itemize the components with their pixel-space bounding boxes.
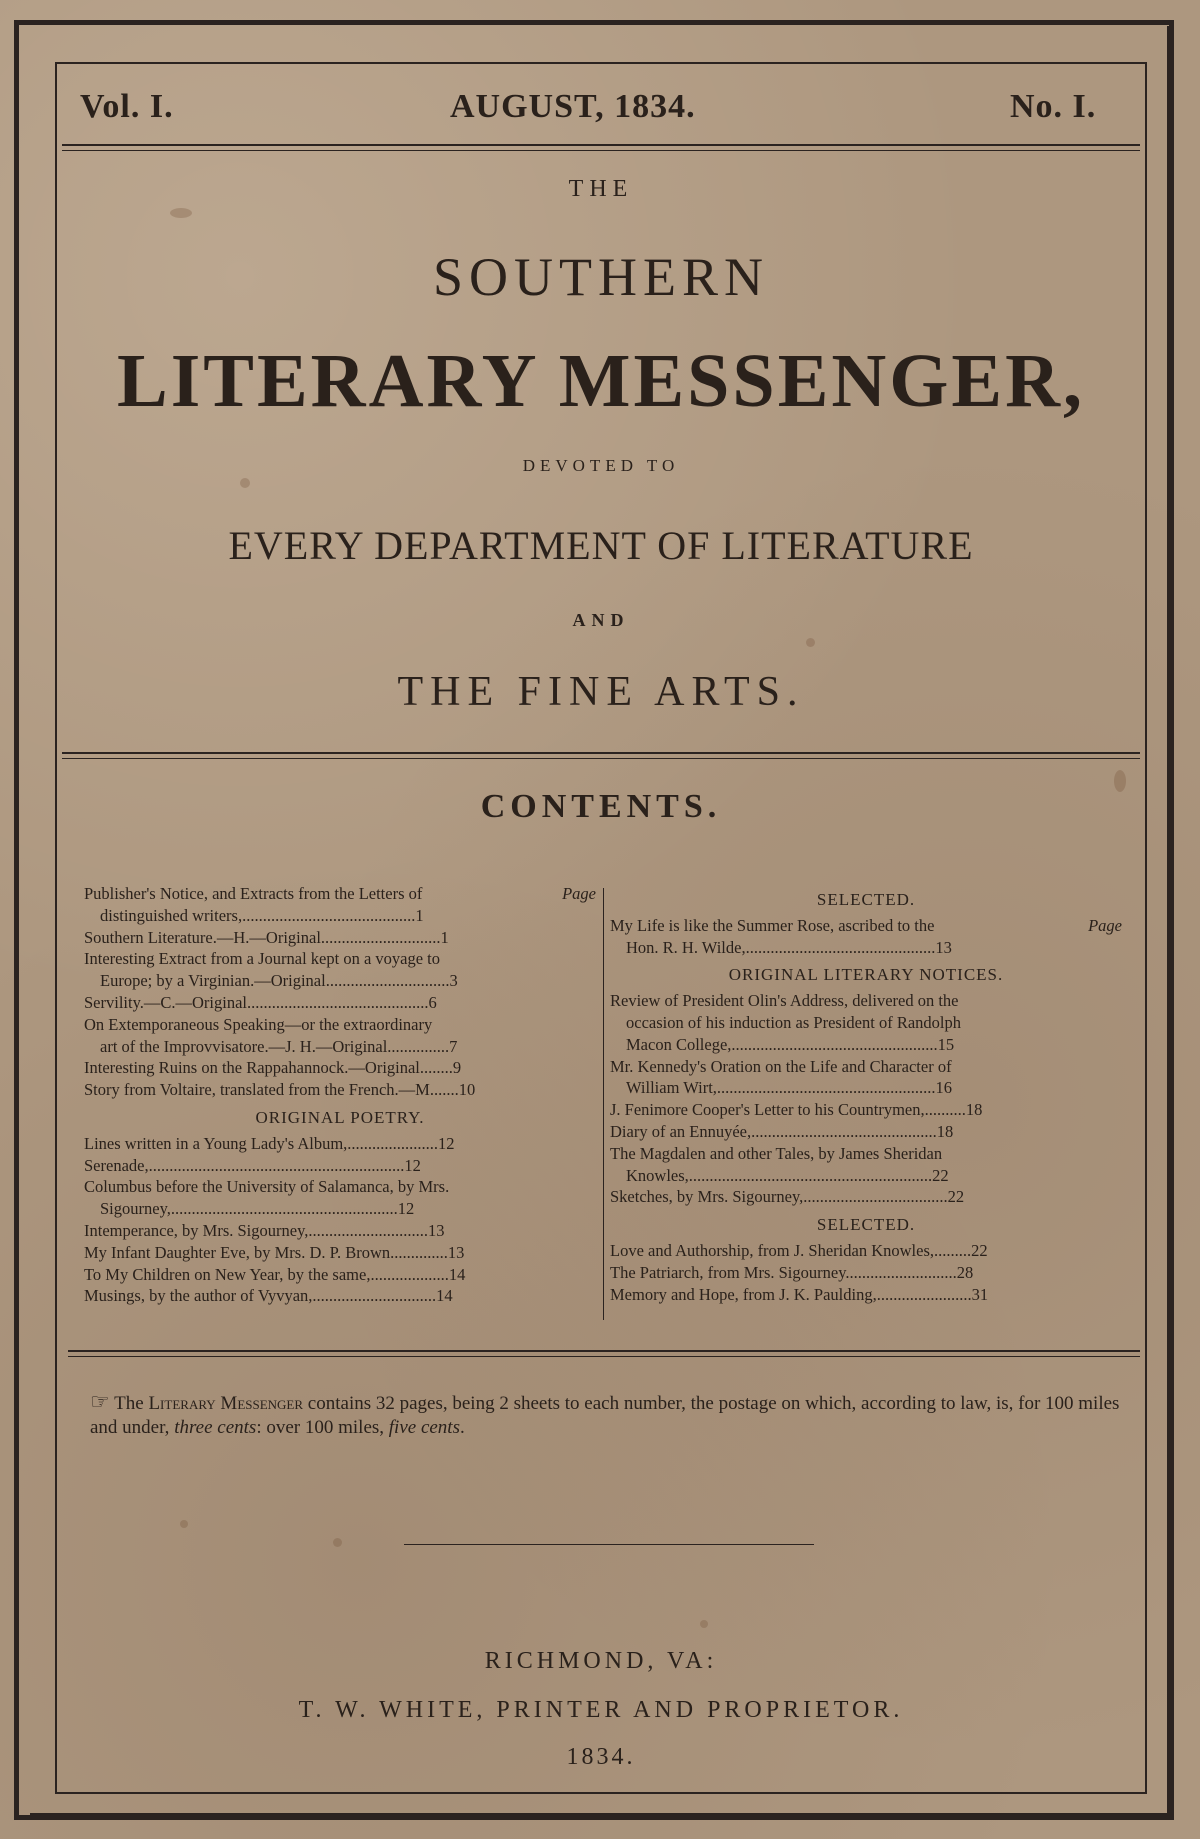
title-the: THE [568, 176, 634, 202]
contents-entry-text: William Wirt,.....................................................16 [626, 1078, 953, 1098]
notice-five-cents: five cents [388, 1417, 460, 1438]
contents-entry [610, 1143, 1122, 1165]
contents-section-heading [610, 964, 1122, 986]
contents-entry-text: Publisher's Notice, and Extracts from the Letters of [84, 884, 423, 903]
contents-right-column [610, 883, 1122, 1305]
issue-date: AUGUST, 1834. [450, 88, 696, 125]
contents-entry [84, 1155, 596, 1177]
page-column-label: Page [1088, 915, 1122, 935]
contents-entry-text: J. Fenimore Cooper's Letter to his Countrymen,..........18 [610, 1100, 983, 1120]
contents-entry [84, 905, 596, 927]
contents-entry-text: Interesting Ruins on the Rappahannock.—Original........9 [84, 1058, 462, 1078]
contents-entry [84, 1176, 596, 1198]
contents-entry-text: Sketches, by Mrs. Sigourney,...................................22 [610, 1187, 965, 1207]
imprint-printer: T. W. WHITE, PRINTER AND PROPRIETOR. [298, 1697, 904, 1723]
notice-text-4: . [459, 1417, 465, 1438]
contents-entry [610, 1099, 1122, 1121]
contents-entry-text: Intemperance, by Mrs. Sigourney,.............................13 [84, 1220, 445, 1240]
contents-entry-text: Memory and Hope, from J. K. Paulding,.......................31 [610, 1284, 989, 1304]
imprint-year: 1834. [566, 1744, 636, 1770]
notice-text-1: The [114, 1393, 149, 1414]
masthead-rule-thin [62, 150, 1140, 151]
contents-entry-text: Mr. Kennedy's Oration on the Life and Character of [610, 1056, 952, 1076]
contents-entry [84, 1079, 596, 1101]
contents-entry [610, 1240, 1122, 1262]
contents-entry [84, 1264, 596, 1286]
contents-entry [84, 1133, 596, 1155]
contents-entry [84, 1198, 596, 1220]
contents-entry [610, 915, 1122, 937]
contents-entry-text: Servility.—C.—Original............................................6 [84, 992, 437, 1012]
contents-entry [84, 1220, 596, 1242]
contents-entry [610, 1186, 1122, 1208]
contents-entry-text: Musings, by the author of Vyvyan,..............................14 [84, 1286, 453, 1306]
notice-text-2: contains 32 pages, being 2 sheets to each number, the postage on which, according to law, is, for 100 miles and under, [90, 1393, 1120, 1438]
title-main: LITERARY MESSENGER, [117, 339, 1085, 423]
contents-entry-text: Lines written in a Young Lady's Album,......................12 [84, 1133, 455, 1153]
title-every-department: EVERY DEPARTMENT OF LITERATURE [228, 523, 974, 568]
postage-notice [90, 1390, 1130, 1440]
contents-entry-text: art of the Improvvisatore.—J. H.—Original...............7 [100, 1036, 458, 1056]
contents-heading: CONTENTS. [480, 788, 722, 825]
contents-entry [610, 990, 1122, 1012]
contents-entry-text: Knowles,...........................................................22 [626, 1165, 949, 1185]
title-rule-thin [62, 758, 1140, 759]
contents-entry [610, 1034, 1122, 1056]
contents-entry-text: Macon College,..................................................15 [626, 1034, 955, 1054]
contents-entry-text: distinguished writers,..........................................1 [100, 905, 424, 925]
contents-section-heading [610, 1214, 1122, 1236]
contents-section-heading [610, 889, 1122, 911]
contents-entry-text: To My Children on New Year, by the same,...................14 [84, 1264, 466, 1284]
contents-entry-text: On Extemporaneous Speaking—or the extraordinary [84, 1014, 433, 1034]
notice-brand: Literary Messenger [148, 1393, 304, 1414]
contents-entry [610, 1077, 1122, 1099]
contents-rule [68, 1350, 1140, 1352]
contents-entry [84, 948, 596, 970]
contents-left-column [84, 883, 596, 1307]
contents-entry [610, 1284, 1122, 1306]
contents-entry-text: Story from Voltaire, translated from the French.—M.......10 [84, 1080, 476, 1100]
contents-entry [84, 927, 596, 949]
contents-entry-text: occasion of his induction as President of Randolph [626, 1012, 961, 1032]
contents-entry-text: My Infant Daughter Eve, by Mrs. D. P. Brown..............13 [84, 1242, 465, 1262]
title-and: AND [572, 610, 630, 630]
contents-entry-text: Serenade,..............................................................12 [84, 1155, 421, 1175]
contents-entry-text: My Life is like the Summer Rose, ascribed to the [610, 915, 935, 935]
imprint-place: RICHMOND, VA: [484, 1648, 718, 1674]
contents-entry-text: Southern Literature.—H.—Original.............................1 [84, 927, 449, 947]
issue-number: No. I. [1010, 88, 1097, 125]
notice-three-cents: three cents [174, 1417, 257, 1438]
contents-entry-text: SELECTED. [816, 890, 916, 909]
contents-entry [84, 970, 596, 992]
contents-entry-text: The Patriarch, from Mrs. Sigourney...........................28 [610, 1262, 974, 1282]
pointing-hand-icon: ☞ [90, 1389, 110, 1414]
contents-entry [610, 1056, 1122, 1078]
contents-entry-text: Interesting Extract from a Journal kept on a voyage to [84, 949, 441, 969]
contents-entry [84, 1057, 596, 1079]
contents-entry [84, 992, 596, 1014]
contents-entry [610, 1121, 1122, 1143]
contents-entry [610, 1262, 1122, 1284]
contents-entry [84, 1014, 596, 1036]
contents-entry [84, 1242, 596, 1264]
contents-rule-thin [68, 1356, 1140, 1357]
contents-entry-text: SELECTED. [816, 1215, 916, 1235]
page-column-label: Page [562, 884, 596, 903]
contents-entry [84, 1285, 596, 1307]
title-devoted: DEVOTED TO [522, 456, 680, 475]
title-rule [62, 752, 1140, 754]
contents-entry [610, 1165, 1122, 1187]
notice-text-3: : over 100 miles, [256, 1417, 389, 1438]
contents-entry-text: Sigourney,.......................................................12 [100, 1199, 415, 1219]
contents-entry [610, 937, 1122, 959]
contents-entry-text: ORIGINAL POETRY. [255, 1107, 425, 1127]
title-southern: SOUTHERN [432, 247, 769, 307]
contents-entry [610, 1012, 1122, 1034]
column-divider [603, 888, 604, 1320]
contents-entry-text: Love and Authorship, from J. Sheridan Knowles,.........22 [610, 1240, 988, 1260]
contents-entry [84, 1036, 596, 1058]
contents-entry-text: Review of President Olin's Address, delivered on the [610, 991, 959, 1011]
contents-entry-text: Diary of an Ennuyée,.............................................18 [610, 1121, 954, 1141]
imprint-rule [404, 1544, 814, 1545]
contents-entry-text: Hon. R. H. Wilde,..............................................13 [626, 937, 952, 957]
contents-section-heading [84, 1107, 596, 1129]
masthead-rule [62, 144, 1140, 146]
contents-entry-text: Columbus before the University of Salamanca, by Mrs. [84, 1177, 450, 1197]
volume-label: Vol. I. [80, 88, 174, 125]
contents-entry-text: The Magdalen and other Tales, by James Sheridan [610, 1143, 943, 1163]
contents-entry-text: Europe; by a Virginian.—Original..............................3 [100, 971, 458, 991]
contents-entry [84, 883, 596, 905]
title-fine-arts: THE FINE ARTS. [397, 669, 805, 715]
contents-entry-text: ORIGINAL LITERARY NOTICES. [728, 965, 1004, 985]
